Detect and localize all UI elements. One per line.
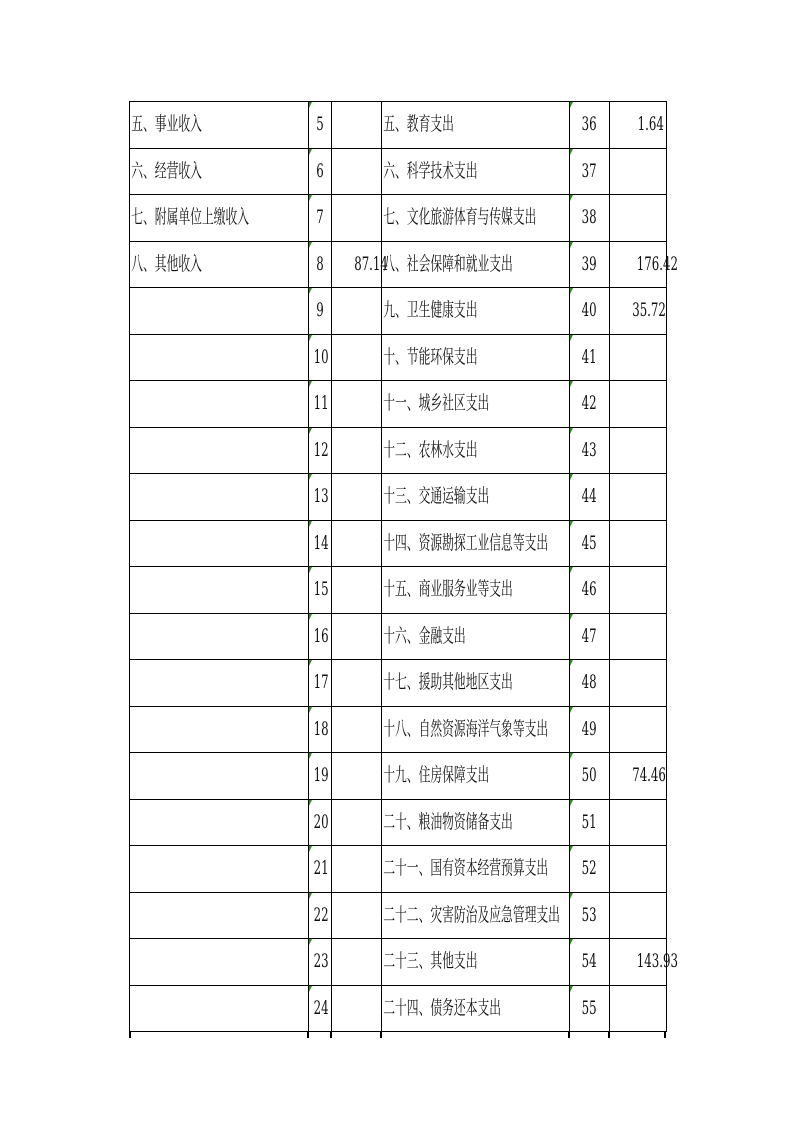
income-item-cell [130,241,309,288]
gridline-stub [568,1032,570,1038]
income-item-label: 八、其他收入 [131,252,202,275]
expense-item-label: 十二、农林水支出 [383,438,478,461]
expense-line-number-cell [570,660,610,707]
income-amount-cell [332,706,382,753]
expense-amount-cell [610,148,667,195]
income-item-cell [130,427,309,474]
expense-line-number: 41 [582,345,597,368]
cell-marker-icon [570,149,573,155]
income-item-cell [130,892,309,939]
expense-item-label: 六、科学技术支出 [383,159,478,182]
cell-marker-icon [570,288,573,294]
expense-amount: 74.46 [632,764,666,787]
income-item-label: 六、经营收入 [131,159,202,182]
income-item-cell [130,660,309,707]
cell-marker-icon [570,242,573,248]
expense-line-number: 46 [582,578,597,601]
expense-item-label: 十三、交通运输支出 [383,485,490,508]
expense-item-label: 八、社会保障和就业支出 [383,252,513,275]
cell-marker-icon [309,893,312,899]
expense-item-cell [382,241,570,288]
expense-amount: 143.93 [636,950,679,973]
income-item-cell [130,520,309,567]
cell-marker-icon [309,102,312,108]
budget-table-container [129,101,679,1032]
cell-marker-icon [570,707,573,713]
expense-item-label: 十九、住房保障支出 [383,764,490,787]
income-amount-cell [332,520,382,567]
expense-amount-cell [610,613,667,660]
expense-item-cell [382,753,570,800]
income-item-cell [130,985,309,1032]
expense-item-cell [382,195,570,242]
expense-line-number: 39 [582,252,597,275]
income-amount-cell [332,892,382,939]
expense-amount-cell [610,846,667,893]
cell-marker-icon [309,986,312,992]
income-line-number-cell [309,102,332,149]
cell-marker-icon [309,567,312,573]
expense-line-number-cell [570,799,610,846]
expense-item-cell [382,567,570,614]
income-line-number: 6 [316,159,324,182]
expense-item-label: 十、节能环保支出 [383,345,478,368]
expense-line-number-cell [570,613,610,660]
income-line-number: 17 [313,671,329,694]
expense-item-cell [382,148,570,195]
expense-item-cell [382,939,570,986]
income-amount-cell [332,148,382,195]
income-line-number: 13 [313,485,329,508]
table-row [130,613,667,660]
income-item-cell [130,567,309,614]
expense-item-cell [382,660,570,707]
income-line-number: 21 [313,857,329,880]
table-row [130,474,667,521]
table-row [130,241,667,288]
expense-item-label: 十五、商业服务业等支出 [383,578,513,601]
expense-line-number-cell [570,381,610,428]
income-item-cell [130,148,309,195]
table-row [130,706,667,753]
cell-marker-icon [570,614,573,620]
expense-item-cell [382,846,570,893]
expense-amount-cell [610,660,667,707]
expense-amount-cell [610,985,667,1032]
expense-amount-cell [610,799,667,846]
income-line-number-cell [309,381,332,428]
income-item-cell [130,706,309,753]
expense-line-number-cell [570,148,610,195]
cell-marker-icon [570,939,573,945]
expense-item-label: 二十三、其他支出 [383,950,478,973]
expense-amount-cell [610,241,679,288]
income-item-cell [130,753,309,800]
income-line-number: 16 [313,624,329,647]
table-row [130,799,667,846]
expense-item-cell [382,799,570,846]
expense-amount-cell [610,427,667,474]
income-item-label: 七、附属单位上缴收入 [131,206,250,229]
expense-item-label: 二十二、灾害防治及应急管理支出 [383,903,560,926]
expense-line-number-cell [570,892,610,939]
expense-item-label: 二十一、国有资本经营预算支出 [383,857,549,880]
expense-item-cell [382,613,570,660]
income-amount-cell [332,334,382,381]
income-line-number: 5 [316,113,324,136]
income-item-cell [130,334,309,381]
expense-item-cell [382,427,570,474]
cell-marker-icon [309,474,312,480]
income-item-cell [130,939,309,986]
cell-marker-icon [309,149,312,155]
expense-line-number-cell [570,241,610,288]
cell-marker-icon [570,660,573,666]
table-row [130,939,667,986]
expense-line-number: 40 [582,299,597,322]
income-amount-cell [332,939,382,986]
expense-item-label: 九、卫生健康支出 [383,299,478,322]
table-row [130,334,667,381]
cell-marker-icon [309,195,312,201]
income-line-number-cell [309,753,332,800]
income-item-cell [130,381,309,428]
expense-item-cell [382,985,570,1032]
cell-marker-icon [309,288,312,294]
gridline-stub [307,1032,309,1038]
budget-table [129,101,679,1032]
expense-line-number: 52 [582,857,597,880]
income-line-number: 10 [313,345,329,368]
income-line-number-cell [309,892,332,939]
income-item-cell [130,799,309,846]
expense-line-number-cell [570,939,610,986]
income-line-number-cell [309,846,332,893]
expense-amount-cell [610,892,667,939]
table-continuation-stub [129,1032,666,1038]
expense-line-number: 53 [582,903,597,926]
table-row [130,102,667,149]
income-line-number: 15 [313,578,329,601]
expense-line-number: 45 [582,531,597,554]
expense-item-label: 十八、自然资源海洋气象等支出 [383,717,549,740]
income-amount-cell [332,613,382,660]
income-item-cell [130,846,309,893]
table-row [130,753,667,800]
cell-marker-icon [570,195,573,201]
expense-line-number: 51 [582,810,597,833]
expense-line-number-cell [570,985,610,1032]
expense-item-label: 二十、粮油物资储备支出 [383,810,513,833]
cell-marker-icon [570,567,573,573]
expense-item-cell [382,102,570,149]
gridline-stub [330,1032,332,1038]
cell-marker-icon [309,660,312,666]
income-line-number-cell [309,334,332,381]
expense-item-label: 十一、城乡社区支出 [383,392,490,415]
cell-marker-icon [309,939,312,945]
expense-line-number: 47 [582,624,597,647]
expense-line-number-cell [570,567,610,614]
income-line-number: 24 [313,996,329,1019]
expense-amount-cell [610,195,667,242]
cell-marker-icon [309,428,312,434]
income-line-number-cell [309,939,332,986]
cell-marker-icon [570,428,573,434]
expense-line-number: 48 [582,671,597,694]
income-amount-cell [332,985,382,1032]
income-amount-cell [332,427,382,474]
cell-marker-icon [309,707,312,713]
expense-line-number: 42 [582,392,597,415]
income-line-number-cell [309,241,332,288]
income-line-number: 22 [313,903,329,926]
income-line-number-cell [309,799,332,846]
income-amount-cell [332,381,382,428]
expense-amount-cell [610,753,667,800]
gridline-stub [664,1032,666,1038]
income-amount-cell [332,195,382,242]
expense-item-cell [382,288,570,335]
expense-line-number: 49 [582,717,597,740]
income-line-number: 23 [313,950,329,973]
cell-marker-icon [570,846,573,852]
income-line-number-cell [309,520,332,567]
cell-marker-icon [570,521,573,527]
income-line-number: 7 [316,206,324,229]
income-item-cell [130,102,309,149]
expense-line-number-cell [570,846,610,893]
table-row [130,985,667,1032]
cell-marker-icon [309,846,312,852]
income-line-number-cell [309,195,332,242]
income-amount-cell [332,474,382,521]
income-line-number-cell [309,288,332,335]
table-row [130,195,667,242]
income-line-number: 14 [313,531,329,554]
expense-amount: 35.72 [632,299,666,322]
table-body [130,102,679,1032]
income-line-number-cell [309,427,332,474]
expense-line-number: 38 [582,206,597,229]
income-amount-cell [332,102,382,149]
expense-item-label: 十七、援助其他地区支出 [383,671,513,694]
expense-item-cell [382,334,570,381]
expense-line-number-cell [570,195,610,242]
income-line-number-cell [309,474,332,521]
cell-marker-icon [570,102,573,108]
table-row [130,148,667,195]
table-row [130,288,667,335]
expense-item-cell [382,381,570,428]
income-line-number: 12 [313,438,329,461]
expense-line-number-cell [570,427,610,474]
cell-marker-icon [570,474,573,480]
income-amount-cell [332,567,382,614]
expense-line-number-cell [570,753,610,800]
expense-line-number: 43 [582,438,597,461]
table-row [130,567,667,614]
cell-marker-icon [309,800,312,806]
expense-item-label: 七、文化旅游体育与传媒支出 [383,206,537,229]
cell-marker-icon [570,753,573,759]
expense-line-number: 36 [582,113,597,136]
cell-marker-icon [570,335,573,341]
expense-amount: 1.64 [637,113,664,136]
expense-line-number: 44 [582,485,597,508]
expense-line-number-cell [570,102,610,149]
cell-marker-icon [309,242,312,248]
expense-amount-cell [610,520,667,567]
expense-line-number-cell [570,474,610,521]
expense-amount-cell [610,288,667,335]
expense-amount-cell [610,381,667,428]
gridline-stub [129,1032,131,1038]
expense-line-number: 37 [582,159,597,182]
income-item-cell [130,288,309,335]
income-amount-cell [332,660,382,707]
expense-line-number-cell [570,706,610,753]
gridline-stub [608,1032,610,1038]
expense-item-cell [382,520,570,567]
income-amount-cell [332,753,382,800]
cell-marker-icon [309,753,312,759]
expense-amount-cell [610,474,667,521]
income-line-number-cell [309,148,332,195]
expense-amount: 176.42 [636,252,679,275]
cell-marker-icon [570,893,573,899]
cell-marker-icon [570,986,573,992]
expense-line-number-cell [570,520,610,567]
income-item-cell [130,474,309,521]
income-line-number-cell [309,613,332,660]
income-line-number: 11 [313,392,329,415]
expense-item-label: 二十四、债务还本支出 [383,996,502,1019]
cell-marker-icon [309,614,312,620]
expense-item-cell [382,474,570,521]
income-amount-cell [332,799,382,846]
expense-item-label: 十六、金融支出 [383,624,466,647]
expense-amount-cell [610,706,667,753]
cell-marker-icon [309,381,312,387]
expense-line-number: 55 [582,996,597,1019]
cell-marker-icon [309,335,312,341]
expense-amount-cell [610,567,667,614]
cell-marker-icon [570,800,573,806]
income-item-label: 五、事业收入 [131,113,202,136]
table-row [130,892,667,939]
expense-item-label: 十四、资源勘探工业信息等支出 [383,531,549,554]
table-row [130,381,667,428]
expense-line-number-cell [570,334,610,381]
expense-amount-cell [610,939,679,986]
income-line-number: 20 [313,810,329,833]
income-amount-cell [332,241,388,288]
income-line-number-cell [309,706,332,753]
income-item-cell [130,613,309,660]
cell-marker-icon [309,521,312,527]
table-row [130,660,667,707]
income-line-number: 19 [313,764,329,787]
table-row [130,427,667,474]
expense-line-number: 54 [582,950,597,973]
income-amount-cell [332,288,382,335]
expense-amount-cell [610,102,667,149]
expense-item-cell [382,892,570,939]
cell-marker-icon [570,381,573,387]
income-line-number: 18 [313,717,329,740]
income-amount: 87.14 [354,252,388,275]
income-line-number: 8 [316,252,324,275]
income-item-cell [130,195,309,242]
table-row [130,846,667,893]
expense-amount-cell [610,334,667,381]
income-line-number-cell [309,567,332,614]
income-line-number-cell [309,985,332,1032]
expense-line-number-cell [570,288,610,335]
expense-item-label: 五、教育支出 [383,113,454,136]
expense-line-number: 50 [582,764,597,787]
income-line-number-cell [309,660,332,707]
gridline-stub [380,1032,382,1038]
expense-item-cell [382,706,570,753]
income-amount-cell [332,846,382,893]
income-line-number: 9 [316,299,324,322]
table-row [130,520,667,567]
